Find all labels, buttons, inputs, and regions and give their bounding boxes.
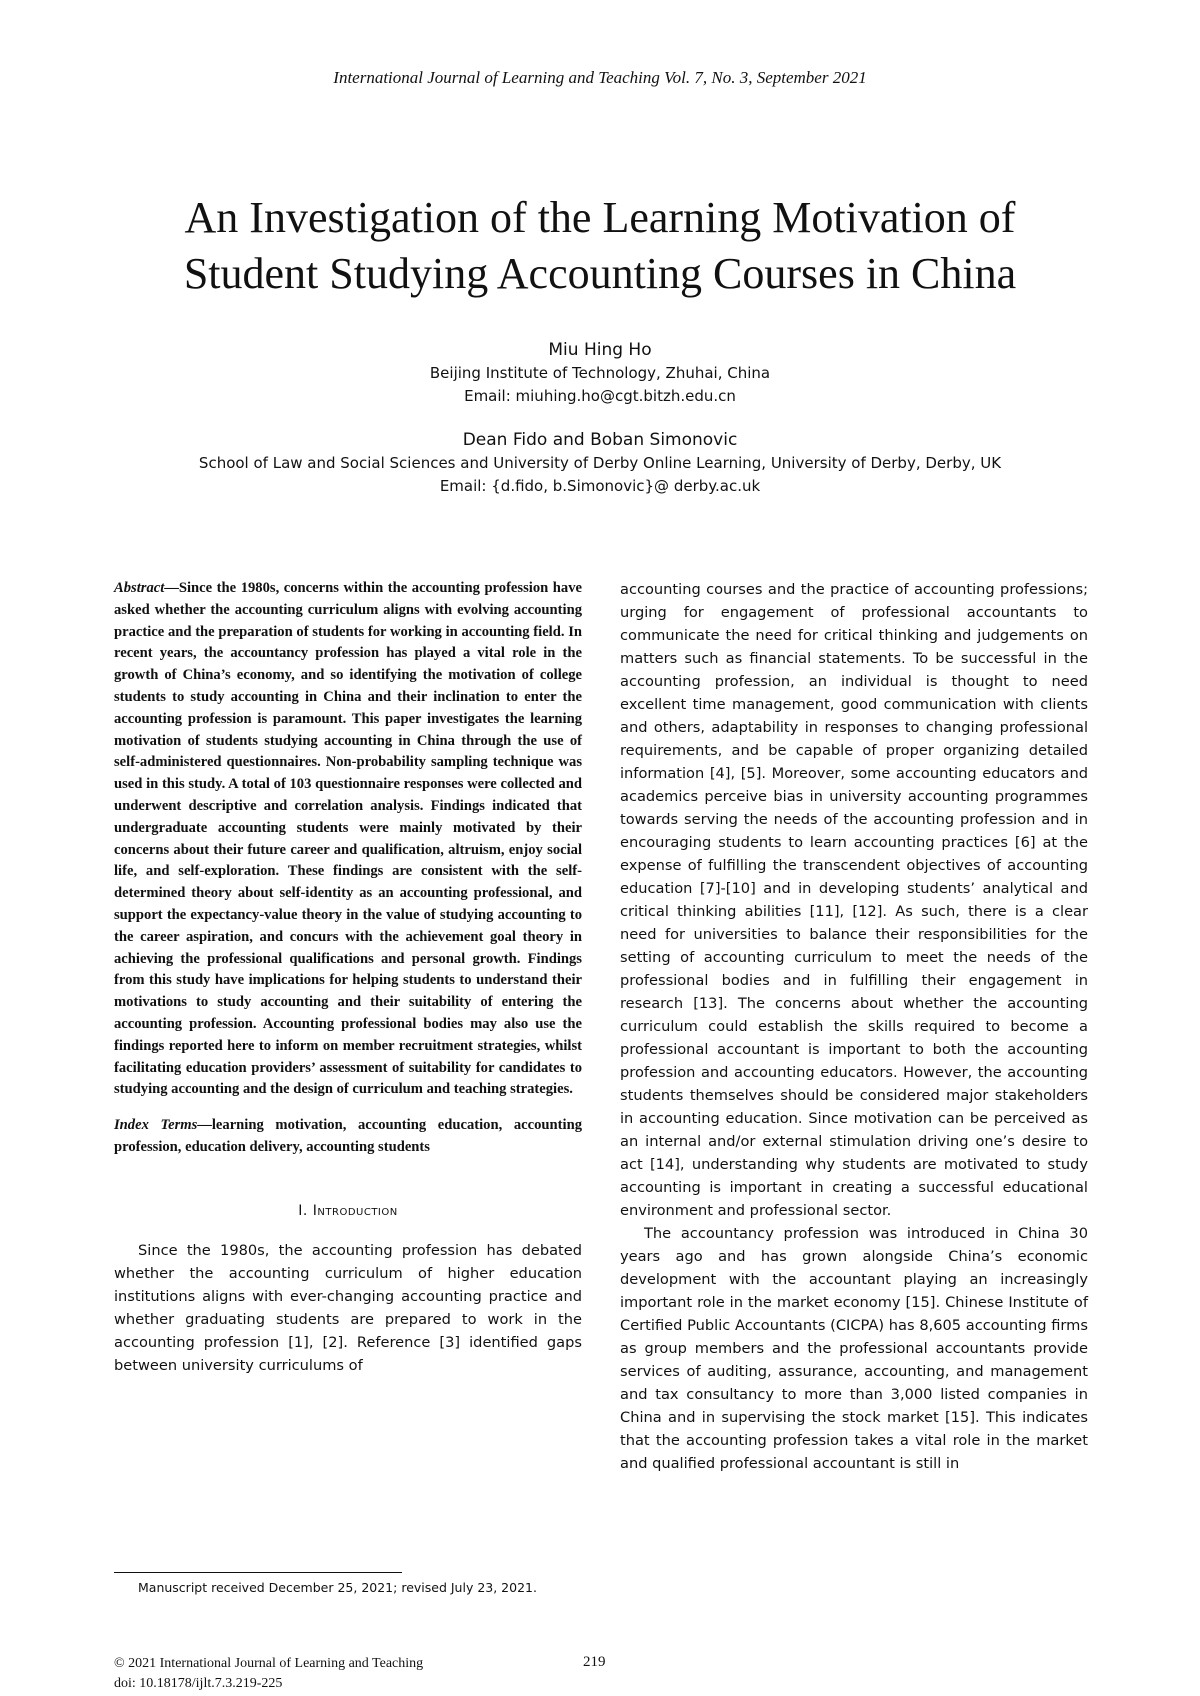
section-heading: I. Introduction xyxy=(298,1202,398,1219)
body-paragraph: The accountancy profession was introduced in China 30 years ago and has grown alongside China’s economic development with the accountant playing an increasingly important role in the market economy [15]. Chinese Institute of Certified Public Accountants (CICPA) has 8,605 accounting firms as group members and the professional accountants provide services of auditing, assurance, accounting, and management and tax consultancy to more than 3,000 listed companies in China and in supervising the stock market [15]. This indicates that the accounting profession takes a vital role in the market and qualified professional accountant is still in xyxy=(620,1225,1088,1472)
body-paragraph: accounting courses and the practice of accounting professions; urging for engagement of professional accountants to communicate the need for critical thinking and judgements on matters such as financial statements. To be successful in the accounting profession, an individual is thought to need excellent time management, good communication with clients and others, adaptability in responses to changing professional requirements, and be capable of proper organizing detailed information [4], [5]. Moreover, some accounting educators and academics perceive bias in university accounting programmes towards serving the needs of the accounting profession and in encouraging students to learn accounting practices [6] at the expense of fulfilling the transcendent objectives of accounting education [7]-[10] and in developing students’ analytical and critical thinking abilities [11], [12]. As such, there is a clear need for universities to balance their responsibilities for the setting of accounting curriculum to meet the needs of the professional bodies and in fulfilling their engagement in research [13]. The concerns about whether the accounting curriculum could establish the skills required to become a professional accountant is important to both the accounting profession and accounting educators. However, the accounting students themselves should be considered major stakeholders in accounting education. Since motivation can be perceived as an internal and/or external stimulation driving one’s desire to act [14], understanding why students are motivated to study accounting is important in creating a successful educational environment and professional sector. xyxy=(620,581,1088,1219)
author-affiliation: Beijing Institute of Technology, Zhuhai, China xyxy=(429,364,771,382)
author-block xyxy=(0,338,1200,408)
intro-paragraph: Since the 1980s, the accounting profession has debated whether the accounting curriculum of higher education institutions aligns with ever-changing accounting practice and whether graduating students are prepared to work in the accounting profession [1], [2]. Reference [3] identified gaps between university curriculums of xyxy=(114,1241,582,1374)
left-column xyxy=(114,578,582,1377)
index-terms-lead: Index Terms xyxy=(114,1117,198,1134)
footnote: Manuscript received December 25, 2021; revised July 23, 2021. xyxy=(138,1580,537,1595)
footer-doi: doi: 10.18178/ijlt.7.3.219-225 xyxy=(114,1676,283,1691)
footnote-divider xyxy=(114,1572,402,1573)
index-terms-text: —learning motivation, accounting education, accounting profession, education delivery, accounting students xyxy=(114,1117,582,1155)
title-line-2: Student Studying Accounting Courses in China xyxy=(183,249,1017,298)
paper-title xyxy=(80,190,1120,302)
author-block xyxy=(0,428,1200,498)
author-affiliation: School of Law and Social Sciences and University of Derby Online Learning, University of Derby, Derby, UK xyxy=(198,454,1002,472)
abstract-text: —Since the 1980s, concerns within the accounting profession have asked whether the accounting curriculum aligns with evolving accounting practice and the preparation of students for working in accounting field. In recent years, the accountancy profession has played a vital role in the growth of China’s economy, and so identifying the motivation of college students to study accounting in China and their inclination to enter the accounting profession is paramount. This paper investigates the learning motivation of students studying accounting in China through the use of self-administered questionnaires. Non-probability sampling technique was used in this study. A total of 103 questionnaire responses were collected and underwent descriptive and correlation analysis. Findings indicated that undergraduate accounting students were mainly motivated by their concerns about their future career and qualification, altruism, enjoy social life, and self-exploration. These findings are consistent with the self-determined theory about self-identity as an accounting professional, and support the expectancy-value theory in the value of studying accounting to the career aspiration, and concurs with the achievement goal theory in achieving the professional qualifications and personal growth. Findings from this study have implications for helping students to understand their motivations to study accounting and their suitability of entering the accounting profession. Accounting professional bodies may also use the findings reported here to inform on member recruitment strategies, whilst facilitating education providers’ assessment of suitability for candidates to studying accounting and the design of curriculum and teaching strategies. xyxy=(114,580,582,1098)
right-column xyxy=(620,578,1088,1475)
index-terms xyxy=(114,1115,582,1159)
author-list xyxy=(0,338,1200,518)
title-line-1: An Investigation of the Learning Motivation of xyxy=(184,193,1016,242)
author-name: Dean Fido and Boban Simonovic xyxy=(462,430,738,450)
author-email: Email: miuhing.ho@cgt.bitzh.edu.cn xyxy=(464,387,736,405)
author-email: Email: {d.fido, b.Simonovic}@ derby.ac.uk xyxy=(439,477,761,495)
journal-header: International Journal of Learning and Teaching Vol. 7, No. 3, September 2021 xyxy=(333,68,867,87)
abstract xyxy=(114,578,582,1101)
page-number: 219 xyxy=(583,1654,606,1670)
footer-copyright: © 2021 International Journal of Learning and Teaching xyxy=(114,1656,424,1671)
author-name: Miu Hing Ho xyxy=(548,340,652,360)
footer-citation xyxy=(114,1654,423,1694)
abstract-lead: Abstract xyxy=(114,580,165,596)
